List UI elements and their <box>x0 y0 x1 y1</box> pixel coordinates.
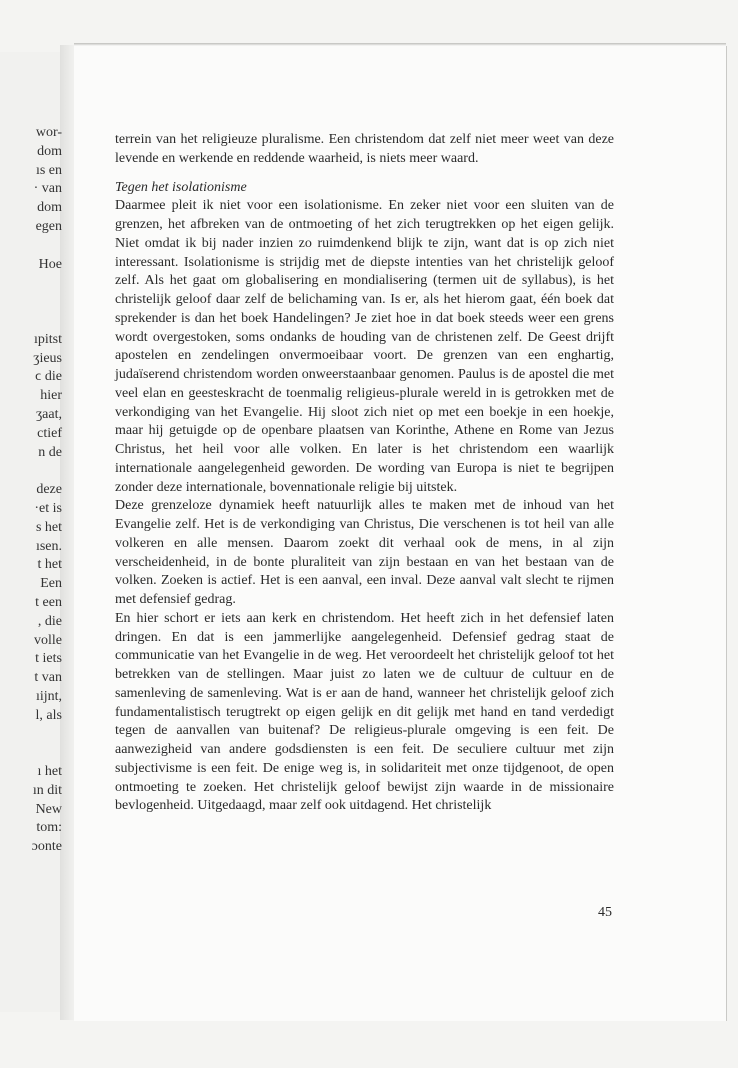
page-number: 45 <box>598 905 612 920</box>
paragraph-2: Daarmee pleit ik niet voor een isolationisme. En zeker niet voor een sluiten van de grenzen, het afbreken van de ontmoeting of het zich terugtrekken op het eigen gelijk. Niet omdat ik bij nader inzien zo ruimdenkend blijk te zijn, want dat is op zich niet interessant. Isolationisme is strijdig met de diepste intenties van het christelijk geloof zelf. Als het gaat om globalisering en mondialisering (termen uit de syllabus), is het christelijk geloof daar zelf de belichaming van. Is er, als het hierom gaat, één boek dat sprekender is dan het boek Handelingen? Je ziet hoe in dat boek steeds weer een grens wordt overgestoken, soms ondanks de houding van de christenen zelf. De Geest drijft apostelen en zendelingen onvermoeibaar voort. De grenzen van een enghartig, judaïserend christendom worden onweerstaanbaar genomen. Paulus is de apostel die met veel elan en geesteskracht de toenmalig religieus-plurale wereld in is getrokken met de verkondiging van het Evangelie. Hij sloot zich niet op met een boekje in een hoekje, maar hij getuigde op de openbare plaatsen van Korinthe, Athene en Rome van Jezus Christus, het heil voor alle volken. En later is het christendom een waarlijk internationale aangelegenheid geworden. De wording van Europa is niet te begrijpen zonder deze internationale, bovennationale religie bij uitstek. <box>115 198 614 495</box>
left-page-line: ʒaat, <box>35 406 62 422</box>
left-page-line: wor- <box>35 125 62 140</box>
left-page-line: n de <box>38 444 62 460</box>
left-page-line: deze <box>36 482 62 498</box>
left-page-line: hier <box>40 388 62 404</box>
left-page-text <box>0 124 62 857</box>
left-page-line <box>0 237 62 256</box>
paragraph-4: En hier schort er iets aan kerk en christendom. Het heeft zich in het defensief laten dringen. En dat is een jammerlijke aangelegenheid. Defensief gedrag staat de communicatie van het Evangelie in de weg. Het veroordeelt het christelijk geloof tot het betrekken van de stellingen. Maar juist zo laten we de cultuur de cultuur en de samenleving de samenleving. Wat is er aan de hand, wanneer het christelijk geloof zich fundamentalistisch terugtrekt op eigen gelijk en dit gelijk met hand en tand verdedigt tegen de aanvallen van buitenaf? De religieus-plurale omgeving is een feit. De aanwezigheid van andere godsdiensten is een feit. De seculiere cultuur met zijn subjectivisme is een feit. De enige weg is, in solidariteit met onze tijdgenoot, de open ontmoeting te zoeken. Het christelijk geloof bewijst zijn waarde in de missionaire bevlogenheid. Uitgedaagd, maar zelf ook uitdagend. Het christelijk <box>115 610 614 814</box>
left-page-line: ıpitst <box>33 331 62 347</box>
left-page-line: Een <box>40 576 62 592</box>
left-page-line: ·et is <box>34 500 62 516</box>
left-page-line: dom <box>37 200 62 216</box>
left-page-line: ıijnt, <box>35 688 62 704</box>
right-page-text <box>115 131 614 816</box>
left-page-line: Hoe <box>38 256 62 272</box>
paragraph-1: terrein van het religieuze pluralisme. Een christendom dat zelf niet meer weet van deze levende en werkende en reddende waarheid, is niets meer waard. <box>115 132 614 166</box>
paragraph-3: Deze grenzeloze dynamiek heeft natuurlijk alles te maken met de inhoud van het Evangelie zelf. Het is de verkondiging van Christus, Die verschenen is tot heil van alle volkeren en alle mensen. Daarom zoekt dit verhaal ook de mens, in al zijn verscheidenheid, in de bonte pluraliteit van zijn bestaan en van het bestaan van de volken. Zoeken is actief. Het is een aanval, een inval. Deze aanval valt slecht te rijmen met defensief gedrag. <box>115 498 614 607</box>
left-page-line: t iets <box>35 651 62 667</box>
left-page-line: dom <box>37 143 62 159</box>
left-page-line: s het <box>35 519 62 535</box>
left-page-line: ɔonte <box>31 839 62 855</box>
left-page-line: , die <box>37 613 62 629</box>
left-page-line <box>0 312 62 331</box>
left-page-line <box>0 726 62 745</box>
left-page-line <box>0 462 62 481</box>
left-page-line: ısen. <box>35 538 62 554</box>
left-page-line: egen <box>35 218 62 234</box>
left-page-line <box>0 274 62 293</box>
left-page-line: t het <box>37 557 62 573</box>
left-page-line: ı het <box>37 764 62 780</box>
left-page-line: l, als <box>35 707 62 723</box>
left-page-line: volle <box>34 632 62 648</box>
left-page-line: t van <box>34 670 62 686</box>
left-page-line <box>0 293 62 312</box>
left-page-line: t een <box>35 594 62 610</box>
left-page-line: ıs en <box>35 162 62 178</box>
left-page-line: ctief <box>37 425 62 441</box>
left-page-line: ʒieus <box>33 350 62 366</box>
left-page-line: New <box>35 801 62 817</box>
left-page-line: ın dit <box>32 782 62 798</box>
section-heading: Tegen het isolationisme <box>115 179 247 195</box>
left-page-line <box>0 744 62 763</box>
left-page-line: ϲ die <box>35 369 62 385</box>
left-page-line: · van <box>33 181 62 197</box>
left-page-line: tom: <box>36 820 62 836</box>
